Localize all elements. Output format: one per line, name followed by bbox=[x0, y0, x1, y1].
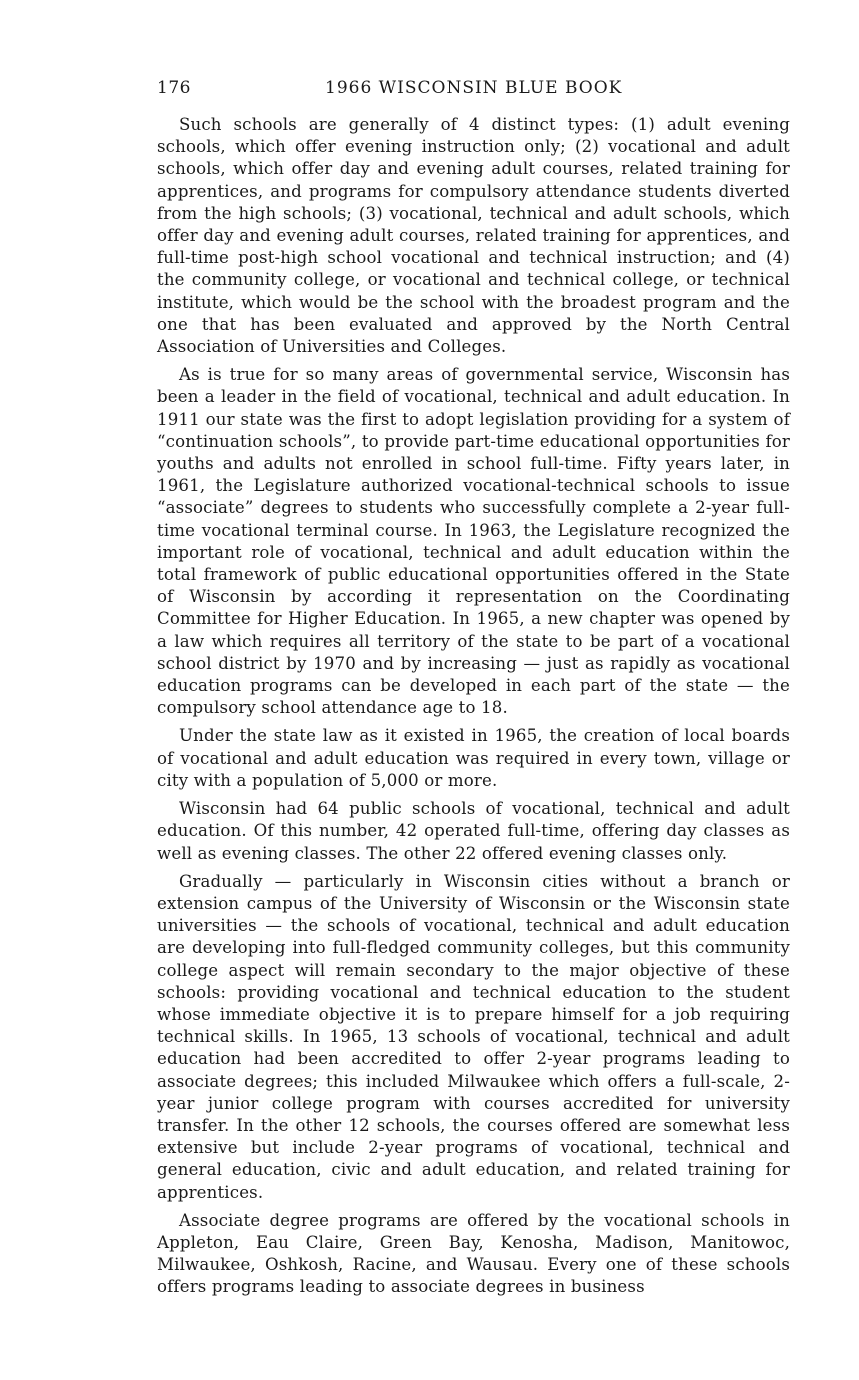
paragraph-community-colleges: Gradually — particularly in Wisconsin cities without a branch or extension campus of the University of Wisconsin or the Wisconsin state universities — the schools of vocational, technical and adult education are developing into full-fledged community colleges, but this community college aspect will remain secondary to the major objective of these schools: providing vocational and technical education to the student whose immediate objective it is to prepare himself for a job requiring technical skills. In 1965, 13 schools of vocational, technical and adult education had been accredited to offer 2-year programs leading to associate degrees; this included Milwaukee which offers a full-scale, 2-year junior college program with courses accredited for university transfer. In the other 12 schools, the courses offered are somewhat less extensive but include 2-year programs of vocational, technical and general education, civic and adult education, and related training for apprentices. bbox=[157, 871, 790, 1202]
paragraph-associate-degrees: Associate degree programs are offered by the vocational schools in Appleton, Eau Claire, Green Bay, Kenosha, Madison, Manitowoc, Milwaukee, Oshkosh, Racine, and Wausau. Every one of these schools offers programs leading to associate degrees in business bbox=[157, 1210, 790, 1297]
paragraph-school-types: Such schools are generally of 4 distinct types: (1) adult evening schools, which offer evening instruction only; (2) vocational and adult schools, which offer day and evening adult courses, related training for apprentices, and programs for compulsory attendance students diverted from the high schools; (3) vocational, technical and adult schools, which offer day and evening adult courses, related training for apprentices, and full-time post-high school vocational and technical instruction; and (4) the community college, or vocational and technical college, or technical institute, which would be the school with the broadest program and the one that has been evaluated and approved by the North Central Association of Universities and Colleges. bbox=[157, 115, 790, 357]
body-text bbox=[157, 114, 790, 1299]
paragraph-state-law: Under the state law as it existed in 1965, the creation of local boards of vocational and adult education was required in every town, village or city with a population of 5,000 or more. bbox=[157, 726, 790, 790]
paragraph-school-count: Wisconsin had 64 public schools of vocational, technical and adult education. Of this number, 42 operated full-time, offering day classes as well as evening classes. The other 22 offered evening classes only. bbox=[157, 799, 790, 863]
document-page bbox=[157, 78, 790, 1305]
page-header bbox=[157, 78, 790, 106]
paragraph-wisconsin-history: As is true for so many areas of governmental service, Wisconsin has been a leader in the field of vocational, technical and adult education. In 1911 our state was the first to adopt legislation providing for a system of “continuation schools”, to provide part-time educational opportunities for youths and adults not enrolled in school full-time. Fifty years later, in 1961, the Legislature authorized vocational-technical schools to issue “associate” degrees to students who successfully complete a 2-year full-time vocational terminal course. In 1963, the Legislature recognized the important role of vocational, technical and adult education within the total framework of public educational opportunities offered in the State of Wisconsin by according it representation on the Coordinating Committee for Higher Education. In 1965, a new chapter was opened by a law which requires all territory of the state to be part of a vocational school district by 1970 and by increasing — just as rapidly as vocational education programs can be developed in each part of the state — the compulsory school attendance age to 18. bbox=[157, 365, 790, 718]
running-head: 1966 WISCONSIN BLUE BOOK bbox=[325, 78, 623, 98]
page-number: 176 bbox=[157, 78, 191, 98]
